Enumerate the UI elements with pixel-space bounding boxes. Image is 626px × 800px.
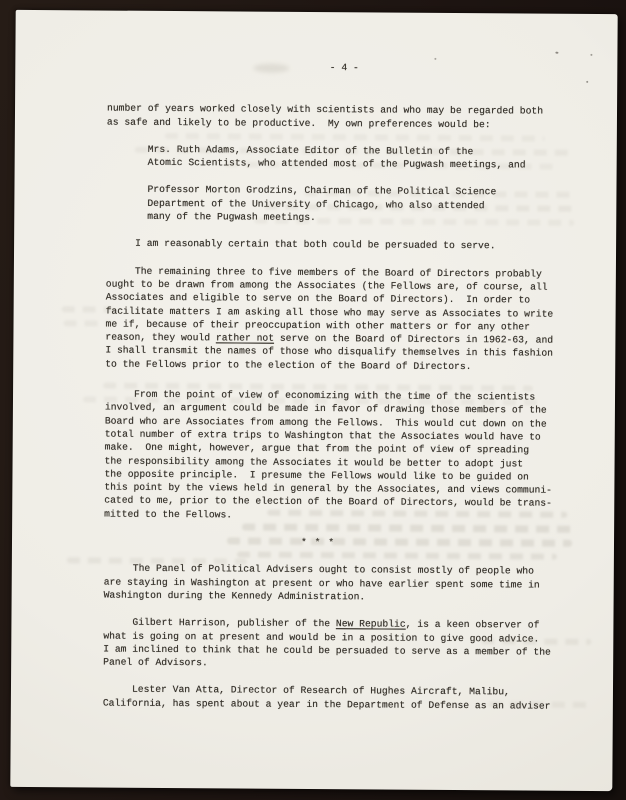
entry-ruth-adams: Mrs. Ruth Adams, Associate Editor of the Bulletin of the Atomic Scientists, who attended most of the Pugwash meetings, and (147, 143, 526, 171)
text-segment: Gilbert Harrison, publisher of the (132, 616, 336, 630)
paragraph-intro: number of years worked closely with scientists and who may be regarded both as safe and likely to be productive. My own preferences would be: (106, 102, 544, 130)
paragraph-remaining-members (105, 264, 574, 374)
text-column (103, 102, 575, 713)
paragraph-panel-of-advisers: The Panel of Political Advisers ought to consist mostly of people who are staying in Washington at present or who have earlier spent some time in Washington during the Kennedy Administration. (103, 563, 540, 603)
dust-speck (434, 58, 436, 60)
paragraph-lester-van-atta: Lester Van Atta, Director of Research of Hughes Aircraft, Malibu, California, has spent about a year in the Department of Defense as an adviser (102, 684, 551, 712)
bleedthrough-smudge (64, 320, 112, 326)
section-separator: * * * (300, 536, 336, 549)
text-segment: The remaining three to five members of the Board of Directors probably ought to be drawn from among the Associates (the Fellows are, of course, all Associates and eligible to serve on the Board of Directors). In order to facilitate matters I am asking all those who may serve as Associates to write me if, because of their preoccupation with other matters or for any other reason, they would (105, 265, 554, 344)
dust-speck (590, 54, 592, 56)
text-segment: serve on the Board of Directors in 1962-63, and I shall transmit the names of those who disqualify themselves in this fashion to the Fellows prior to the election of the Board of Directors. (105, 332, 554, 372)
entry-morton-grodzins: Professor Morton Grodzins, Chairman of the Political Science Department of the University of Chicago, who also attended many of the Pugwash meetings. (147, 184, 497, 224)
dust-speck (586, 81, 588, 83)
page-number: - 4 - (329, 62, 359, 74)
paragraph-certain: I am reasonably certain that both could be persuaded to serve. (135, 238, 496, 252)
underlined-new-republic: New Republic (335, 618, 406, 630)
paragraph-economizing: From the point of view of economizing with the time of the scientists involved, an argument could be made in favor of drawing those members of the Board who are Associates from among the Fellows. This would cut down on the total number of extra trips to Washington that the Associates would have to make. One might, however, argue that from the point of view of spreading the responsibility among the Associates it would be better to adopt just the opposite principle. I presume the Fellows would like to be guided on this point by the views held in general by the Associates, and views communi- cated to me, prior to the election of the Board of Directors, would be trans- mitted to the Fellows. (104, 388, 553, 521)
dust-speck (555, 52, 558, 54)
paragraph-gilbert-harrison (103, 616, 571, 672)
paper-page (10, 10, 617, 791)
underlined-rather-not: rather not (215, 332, 275, 344)
text-segment: , is a keen observer of what is going on at present and would be in a position to give good advice. I am inclined to think that he could be persuaded to serve as a member of the Panel of Advisors. (103, 618, 551, 669)
